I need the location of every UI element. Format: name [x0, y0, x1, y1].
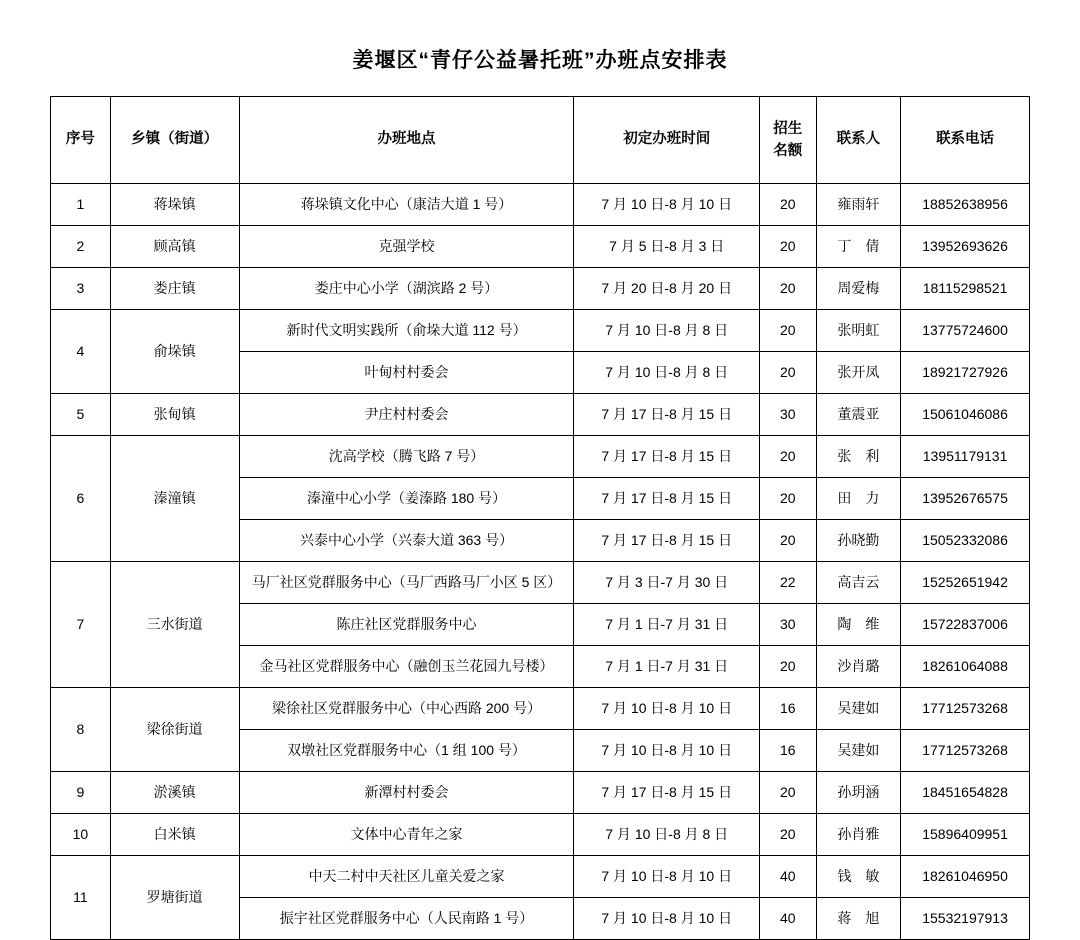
cell-seq: 3	[51, 268, 111, 310]
cell-contact: 钱 敏	[816, 856, 901, 898]
column-header-contact: 联系人	[816, 97, 901, 184]
cell-place: 沈高学校（腾飞路 7 号）	[239, 436, 574, 478]
column-header-time: 初定办班时间	[574, 97, 759, 184]
cell-contact: 田 力	[816, 478, 901, 520]
cell-contact: 孙晓勤	[816, 520, 901, 562]
cell-time: 7 月 10 日-8 月 8 日	[574, 352, 759, 394]
cell-contact: 蒋 旭	[816, 898, 901, 940]
cell-time: 7 月 1 日-7 月 31 日	[574, 646, 759, 688]
cell-place: 金马社区党群服务中心（融创玉兰花园九号楼）	[239, 646, 574, 688]
cell-town: 张甸镇	[110, 394, 239, 436]
cell-seq: 5	[51, 394, 111, 436]
table-row	[51, 688, 1030, 730]
cell-contact: 沙肖璐	[816, 646, 901, 688]
cell-time: 7 月 10 日-8 月 10 日	[574, 898, 759, 940]
cell-time: 7 月 1 日-7 月 31 日	[574, 604, 759, 646]
cell-seq: 6	[51, 436, 111, 562]
cell-quota: 40	[759, 898, 816, 940]
cell-time: 7 月 17 日-8 月 15 日	[574, 772, 759, 814]
cell-phone: 18451654828	[901, 772, 1030, 814]
cell-phone: 15896409951	[901, 814, 1030, 856]
column-header-town: 乡镇（街道）	[110, 97, 239, 184]
cell-phone: 18852638956	[901, 184, 1030, 226]
cell-phone: 13951179131	[901, 436, 1030, 478]
cell-time: 7 月 5 日-8 月 3 日	[574, 226, 759, 268]
cell-quota: 20	[759, 352, 816, 394]
cell-place: 中天二村中天社区儿童关爱之家	[239, 856, 574, 898]
cell-town: 俞垛镇	[110, 310, 239, 394]
cell-quota: 20	[759, 814, 816, 856]
cell-town: 娄庄镇	[110, 268, 239, 310]
cell-place: 马厂社区党群服务中心（马厂西路马厂小区 5 区）	[239, 562, 574, 604]
cell-phone: 17712573268	[901, 688, 1030, 730]
cell-phone: 15061046086	[901, 394, 1030, 436]
cell-quota: 20	[759, 772, 816, 814]
cell-seq: 11	[51, 856, 111, 940]
table-row	[51, 814, 1030, 856]
table-row	[51, 772, 1030, 814]
cell-time: 7 月 17 日-8 月 15 日	[574, 436, 759, 478]
table-row	[51, 394, 1030, 436]
table-row	[51, 310, 1030, 352]
cell-contact: 吴建如	[816, 730, 901, 772]
cell-seq: 7	[51, 562, 111, 688]
cell-place: 新时代文明实践所（俞垛大道 112 号）	[239, 310, 574, 352]
cell-place: 娄庄中心小学（湖滨路 2 号）	[239, 268, 574, 310]
cell-phone: 17712573268	[901, 730, 1030, 772]
cell-town: 罗塘街道	[110, 856, 239, 940]
cell-phone: 18261064088	[901, 646, 1030, 688]
cell-contact: 张开凤	[816, 352, 901, 394]
cell-quota: 20	[759, 184, 816, 226]
cell-time: 7 月 10 日-8 月 10 日	[574, 856, 759, 898]
column-header-quota-line2: 名额	[773, 143, 803, 159]
cell-contact: 雍雨轩	[816, 184, 901, 226]
cell-place: 梁徐社区党群服务中心（中心西路 200 号）	[239, 688, 574, 730]
cell-contact: 董震亚	[816, 394, 901, 436]
cell-place: 兴泰中心小学（兴泰大道 363 号）	[239, 520, 574, 562]
cell-town: 三水街道	[110, 562, 239, 688]
cell-contact: 张 利	[816, 436, 901, 478]
cell-quota: 30	[759, 394, 816, 436]
cell-contact: 吴建如	[816, 688, 901, 730]
cell-quota: 20	[759, 478, 816, 520]
page-title: 姜堰区“青仔公益暑托班”办班点安排表	[352, 49, 728, 72]
cell-seq: 10	[51, 814, 111, 856]
column-header-place: 办班地点	[239, 97, 574, 184]
cell-town: 顾高镇	[110, 226, 239, 268]
cell-time: 7 月 3 日-7 月 30 日	[574, 562, 759, 604]
cell-place: 新潭村村委会	[239, 772, 574, 814]
cell-place: 克强学校	[239, 226, 574, 268]
cell-time: 7 月 17 日-8 月 15 日	[574, 520, 759, 562]
cell-quota: 22	[759, 562, 816, 604]
cell-place: 振宇社区党群服务中心（人民南路 1 号）	[239, 898, 574, 940]
cell-contact: 孙玥涵	[816, 772, 901, 814]
cell-seq: 1	[51, 184, 111, 226]
cell-place: 叶甸村村委会	[239, 352, 574, 394]
cell-phone: 13775724600	[901, 310, 1030, 352]
arrangement-table	[50, 96, 1030, 940]
cell-place: 陈庄社区党群服务中心	[239, 604, 574, 646]
cell-time: 7 月 10 日-8 月 8 日	[574, 814, 759, 856]
cell-phone: 18261046950	[901, 856, 1030, 898]
cell-seq: 8	[51, 688, 111, 772]
cell-quota: 20	[759, 226, 816, 268]
table-header-row	[51, 97, 1030, 184]
table-header	[51, 97, 1030, 184]
cell-phone: 15052332086	[901, 520, 1030, 562]
table-row	[51, 226, 1030, 268]
cell-contact: 张明虹	[816, 310, 901, 352]
cell-seq: 2	[51, 226, 111, 268]
cell-phone: 15722837006	[901, 604, 1030, 646]
cell-phone: 18921727926	[901, 352, 1030, 394]
cell-phone: 13952693626	[901, 226, 1030, 268]
cell-time: 7 月 10 日-8 月 8 日	[574, 310, 759, 352]
cell-place: 文体中心青年之家	[239, 814, 574, 856]
cell-time: 7 月 10 日-8 月 10 日	[574, 688, 759, 730]
cell-town: 白米镇	[110, 814, 239, 856]
cell-contact: 丁 倩	[816, 226, 901, 268]
cell-quota: 16	[759, 688, 816, 730]
column-header-phone: 联系电话	[901, 97, 1030, 184]
cell-quota: 20	[759, 310, 816, 352]
column-header-quota-line1: 招生	[773, 120, 803, 137]
table-body	[51, 184, 1030, 940]
cell-phone: 18115298521	[901, 268, 1030, 310]
cell-time: 7 月 17 日-8 月 15 日	[574, 394, 759, 436]
table-row	[51, 856, 1030, 898]
cell-phone: 13952676575	[901, 478, 1030, 520]
cell-time: 7 月 10 日-8 月 10 日	[574, 730, 759, 772]
table-row	[51, 562, 1030, 604]
cell-quota: 20	[759, 436, 816, 478]
cell-time: 7 月 10 日-8 月 10 日	[574, 184, 759, 226]
cell-place: 溱潼中心小学（姜溱路 180 号）	[239, 478, 574, 520]
cell-seq: 9	[51, 772, 111, 814]
table-row	[51, 268, 1030, 310]
cell-place: 尹庄村村委会	[239, 394, 574, 436]
cell-contact: 周爱梅	[816, 268, 901, 310]
cell-town: 蒋垛镇	[110, 184, 239, 226]
column-header-seq: 序号	[51, 97, 111, 184]
table-row	[51, 184, 1030, 226]
cell-time: 7 月 17 日-8 月 15 日	[574, 478, 759, 520]
cell-quota: 16	[759, 730, 816, 772]
cell-time: 7 月 20 日-8 月 20 日	[574, 268, 759, 310]
cell-contact: 孙肖雅	[816, 814, 901, 856]
cell-quota: 30	[759, 604, 816, 646]
cell-seq: 4	[51, 310, 111, 394]
cell-phone: 15532197913	[901, 898, 1030, 940]
cell-quota: 20	[759, 646, 816, 688]
cell-town: 淤溪镇	[110, 772, 239, 814]
cell-town: 梁徐街道	[110, 688, 239, 772]
cell-phone: 15252651942	[901, 562, 1030, 604]
cell-quota: 20	[759, 268, 816, 310]
table-row	[51, 436, 1030, 478]
cell-contact: 陶 维	[816, 604, 901, 646]
cell-quota: 20	[759, 520, 816, 562]
cell-contact: 高吉云	[816, 562, 901, 604]
cell-place: 双墩社区党群服务中心（1 组 100 号）	[239, 730, 574, 772]
cell-quota: 40	[759, 856, 816, 898]
column-header-quota	[759, 97, 816, 184]
cell-place: 蒋垛镇文化中心（康洁大道 1 号）	[239, 184, 574, 226]
cell-town: 溱潼镇	[110, 436, 239, 562]
